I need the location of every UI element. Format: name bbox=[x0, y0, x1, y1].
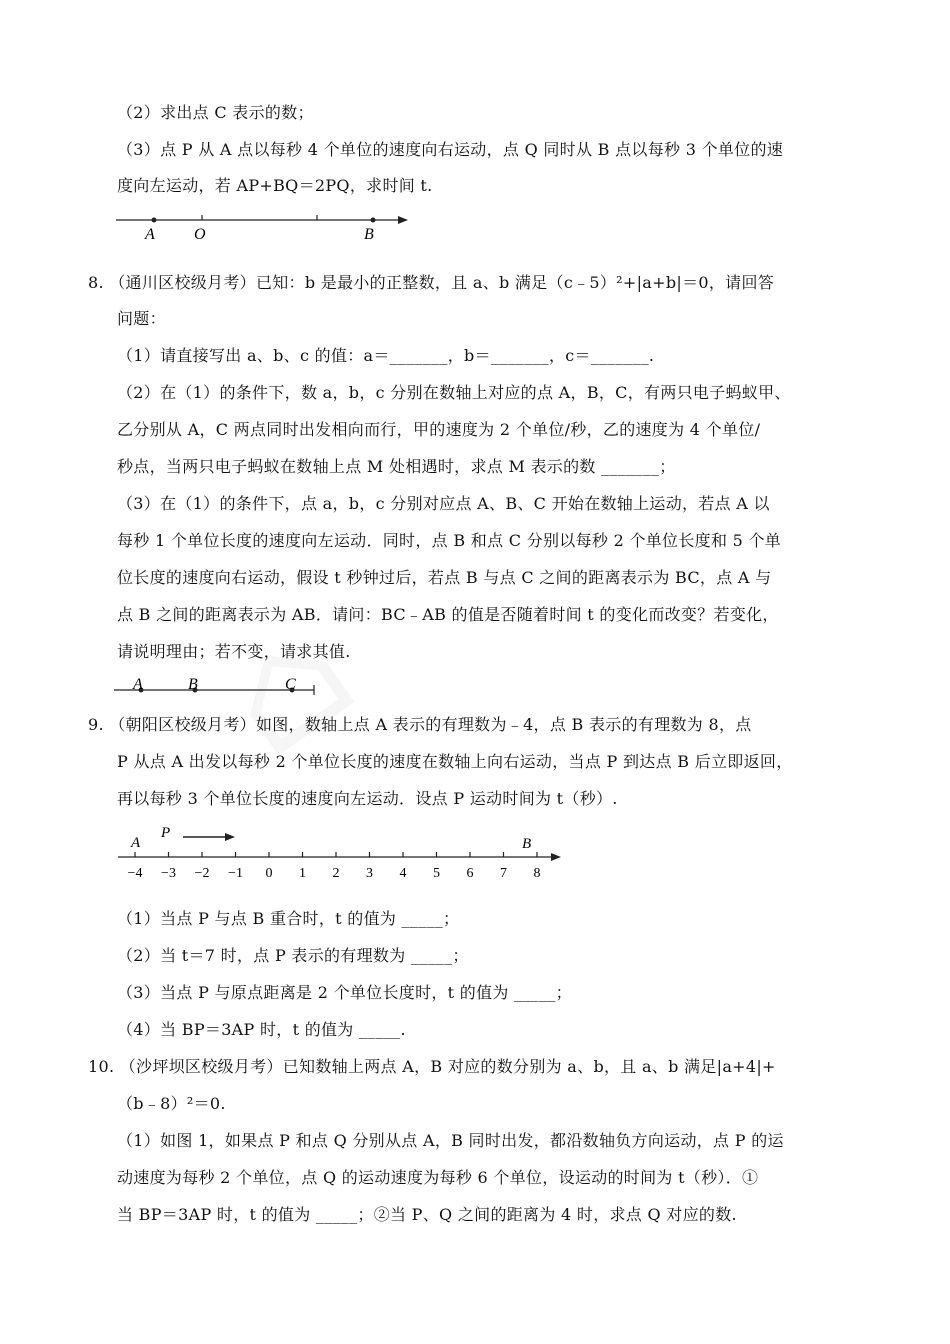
label-p: P bbox=[161, 825, 171, 841]
label-a: A bbox=[145, 226, 155, 243]
tick-label: 2 bbox=[332, 866, 340, 881]
q9-part1: （1）当点 P 与点 B 重合时，t 的值为 _____； bbox=[117, 909, 460, 928]
q10-stem-line2: （b﹣8）²＝0. bbox=[117, 1094, 226, 1113]
q10-stem-line1: 10. （沙坪坝区校级月考）已知数轴上两点 A，B 对应的数分别为 a、b，且 a、b 满足|a+4|+ bbox=[88, 1057, 776, 1076]
tick-label: 3 bbox=[366, 866, 373, 881]
q8-part2-line2: 乙分别从 A，C 两点同时出发相向而行，甲的速度为 2 个单位/秒，乙的速度为 4 个单位/ bbox=[117, 420, 761, 439]
label-a: A bbox=[133, 676, 143, 693]
tick-label: 6 bbox=[466, 866, 474, 881]
tick-label: 0 bbox=[265, 866, 273, 881]
q7-part2: （2）求出点 C 表示的数； bbox=[117, 103, 314, 122]
figure-number-line-minus4-to-8 bbox=[115, 820, 570, 885]
q9-stem-line2: P 从点 A 出发以每秒 2 个单位长度的速度在数轴上向右运动，当点 P 到达点 B 后立即返回， bbox=[117, 752, 793, 771]
q8-stem-line2: 问题： bbox=[117, 309, 166, 328]
q9-stem-line3: 再以每秒 3 个单位长度的速度向左运动．设点 P 运动时间为 t（秒）. bbox=[117, 789, 618, 808]
tick-label: −2 bbox=[194, 866, 210, 881]
q8-part3-line5: 请说明理由；若不变，请求其值. bbox=[117, 642, 351, 661]
q10-part1-line3: 当 BP＝3AP 时，t 的值为 _____；②当 P、Q 之间的距离为 4 时，求点 Q 对应的数. bbox=[117, 1205, 737, 1224]
point-a-dot bbox=[152, 218, 157, 223]
tick-label: 8 bbox=[533, 866, 541, 881]
figure-number-line-aob bbox=[112, 208, 412, 244]
label-o: O bbox=[194, 226, 206, 243]
label-a: A bbox=[131, 835, 141, 851]
q8-part3-line3: 位长度的速度向右运动，假设 t 秒钟过后，若点 B 与点 C 之间的距离表示为 BC，点 A 与 bbox=[117, 568, 772, 587]
q10-part1-line1: （1）如图 1，如果点 P 和点 Q 分别从点 A，B 同时出发，都沿数轴负方向运动，点 P 的运 bbox=[117, 1131, 784, 1150]
label-c: C bbox=[285, 676, 296, 693]
q9-part3: （3）当点 P 与原点距离是 2 个单位长度时，t 的值为 _____； bbox=[117, 983, 572, 1002]
figure-number-line-abc bbox=[112, 673, 322, 699]
q8-stem-line1: 8. （通川区校级月考）已知：b 是最小的正整数，且 a、b 满足（c﹣5）²+|a+b|＝0，请回答 bbox=[88, 273, 775, 292]
q9-part4: （4）当 BP＝3AP 时，t 的值为 _____. bbox=[117, 1020, 406, 1039]
q8-part3-line4: 点 B 之间的距离表示为 AB．请问：BC﹣AB 的值是否随着时间 t 的变化而改变？若变化， bbox=[117, 605, 779, 624]
tick-label: 1 bbox=[299, 866, 306, 881]
q8-part1: （1）请直接写出 a、b、c 的值：a＝_______，b＝_______，c＝_______. bbox=[117, 346, 655, 365]
q7-part3-line1: （3）点 P 从 A 点以每秒 4 个单位的速度向右运动，点 Q 同时从 B 点以每秒 3 个单位的速 bbox=[117, 140, 784, 159]
q9-part2: （2）当 t＝7 时，点 P 表示的有理数为 _____； bbox=[117, 946, 469, 965]
q8-part2-line3: 秒点，当两只电子蚂蚁在数轴上点 M 处相遇时，求点 M 表示的数 _______； bbox=[117, 457, 676, 476]
q7-part3-line2: 度向左运动，若 AP+BQ＝2PQ，求时间 t. bbox=[117, 176, 433, 195]
label-b: B bbox=[188, 676, 198, 693]
q8-part3-line2: 每秒 1 个单位长度的速度向左运动．同时，点 B 和点 C 分别以每秒 2 个单位长度和 5 个单 bbox=[117, 531, 782, 550]
q9-stem-line1: 9. （朝阳区校级月考）如图，数轴上点 A 表示的有理数为﹣4，点 B 表示的有理数为 8，点 bbox=[88, 715, 752, 734]
q8-part2-line1: （2）在（1）的条件下，数 a，b，c 分别在数轴上对应的点 A，B，C，有两只电子蚂蚁甲、 bbox=[117, 383, 791, 402]
point-b-dot bbox=[371, 218, 376, 223]
q10-part1-line2: 动速度为每秒 2 个单位，点 Q 的运动速度为每秒 6 个单位，设运动的时间为 t（秒）．① bbox=[117, 1168, 759, 1187]
tick-label: −3 bbox=[161, 866, 176, 881]
tick-label: −4 bbox=[127, 866, 143, 881]
tick-label: 5 bbox=[433, 866, 440, 881]
tick-label: −1 bbox=[228, 866, 243, 881]
tick-label: 4 bbox=[399, 866, 407, 881]
tick-label: 7 bbox=[500, 866, 507, 881]
label-b: B bbox=[522, 836, 532, 852]
q8-part3-line1: （3）在（1）的条件下，点 a，b，c 分别对应点 A、B、C 开始在数轴上运动，若点 A 以 bbox=[117, 494, 770, 513]
label-b: B bbox=[364, 226, 374, 243]
